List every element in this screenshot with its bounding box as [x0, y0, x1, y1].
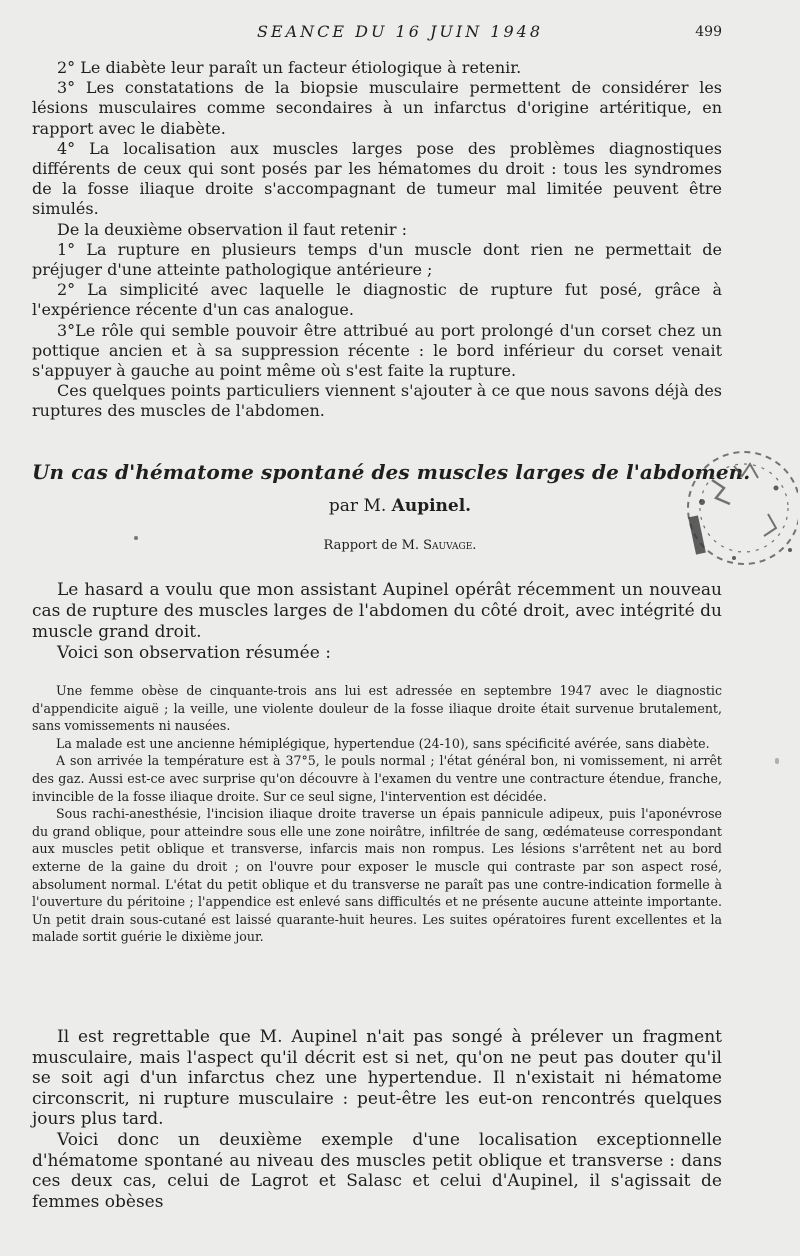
- paragraph: 3°Le rôle qui semble pouvoir être attribué au port prolongé d'un corset chez un pottique ancien et à sa suppression récente : le bord inférieur du corset venait s'appuyer à gauche au point même où s'est faite la rupture.: [32, 320, 722, 381]
- author-name: Aupinel.: [391, 496, 472, 516]
- library-stamp: [672, 418, 798, 602]
- paragraph: 4° La localisation aux muscles larges pose des problèmes diagnostiques différents de ceux qui sont posés par les hématomes du droit : tous les syndromes de la fosse iliaque droite s'accompagnant de tumeur mal limitée peuvent être simulés.: [32, 138, 722, 219]
- report-prefix: Rapport de M.: [323, 538, 420, 553]
- paragraph: 3° Les constatations de la biopsie musculaire permettent de considérer les lésions musculaires comme secondaires à un infarctus d'origine artéritique, en rapport avec le diabète.: [32, 78, 722, 138]
- paragraph: A son arrivée la température est à 37°5, le pouls normal ; l'état général bon, ni vomissement, ni arrêt des gaz. Aussi est-ce avec surprise qu'on découvre à l'examen du ventre une contracture étendue, franche, invincible de la fosse iliaque droite. Sur ce seul signe, l'intervention est décidée.: [32, 753, 722, 804]
- paragraph: Il est regrettable que M. Aupinel n'ait pas songé à prélever un fragment musculaire, mais l'aspect qu'il décrit est si net, qu'on ne peut pas douter qu'il se soit agi d'un infarctus chez une hypertendue. Il n'existait ni hématome circonscrit, ni rupture musculaire : peut-être les eut-on rencontrés quelques jours plus tard.: [32, 1027, 722, 1130]
- running-title: SEANCE DU 16 JUIN 1948: [256, 22, 544, 41]
- clinical-observation: [32, 682, 722, 946]
- paragraph: 1° La rupture en plusieurs temps d'un muscle dont rien ne permettait de préjuger d'une atteinte pathologique antérieure ;: [32, 239, 722, 280]
- previous-article-conclusion: [32, 58, 722, 422]
- article-title: Un cas d'hématome spontané des muscles larges de l'abdomen.: [32, 460, 751, 484]
- article-discussion: [32, 1027, 722, 1212]
- paragraph: 2° Le diabète leur paraît un facteur étiologique à retenir.: [57, 58, 522, 77]
- paragraph: Voici donc un deuxième exemple d'une localisation exceptionnelle d'hématome spontané au niveau des muscles petit oblique et transverse : dans ces deux cas, celui de Lagrot et Salasc et celui d'Aupinel, il s'agissait de femmes obèses: [32, 1129, 722, 1212]
- page-number: 499: [695, 24, 722, 40]
- article-introduction: [32, 580, 722, 664]
- paragraph: Le hasard a voulu que mon assistant Aupinel opérât récemment un nouveau cas de rupture des muscles larges de l'abdomen du côté droit, avec intégrité du muscle grand droit.: [32, 580, 722, 642]
- paragraph: Sous rachi-anesthésie, l'incision iliaque droite traverse un épais pannicule adipeux, puis l'aponévrose du grand oblique, pour atteindre sous elle une zone noirâtre, infiltrée de sang, œdémateuse correspondant aux muscles petit oblique et transverse, infarcis mais non rompus. Les lésions s'arrêtent net au bord externe de la gaine du droit ; on l'ouvre pour exposer le muscle qui contraste par son aspect rosé, absolument normal. L'état du petit oblique et du transverse ne paraît pas une contre-indication formelle à l'ouverture du péritoine ; l'appendice est enlevé sans difficultés et ne présente aucune atteinte importante. Un petit drain sous-cutané est laissé quarante-huit heures. Les suites opératoires furent excellentes et la malade sortit guérie le dixième jour.: [32, 806, 722, 945]
- author-prefix: par M.: [328, 496, 387, 516]
- paragraph: La malade est une ancienne hémiplégique, hypertendue (24-10), sans spécificité avérée, sans diabète.: [56, 735, 710, 751]
- reporter-name: Sauvage.: [423, 538, 477, 553]
- paragraph: De la deuxième observation il faut retenir :: [57, 219, 407, 239]
- running-header: [0, 22, 800, 44]
- paragraph: Une femme obèse de cinquante-trois ans lui est adressée en septembre 1947 avec le diagnostic d'appendicite aiguë ; la veille, une violente douleur de la fosse iliaque droite était survenue brutalement, sans vomissements ni nausées.: [32, 683, 722, 734]
- paragraph: 2° La simplicité avec laquelle le diagnostic de rupture fut posé, grâce à l'expérience récente d'un cas analogue.: [32, 280, 722, 320]
- print-speck: [775, 758, 779, 764]
- paragraph: Voici son observation résumée :: [57, 643, 331, 663]
- paragraph: Ces quelques points particuliers viennent s'ajouter à ce que nous savons déjà des ruptures des muscles de l'abdomen.: [32, 381, 722, 421]
